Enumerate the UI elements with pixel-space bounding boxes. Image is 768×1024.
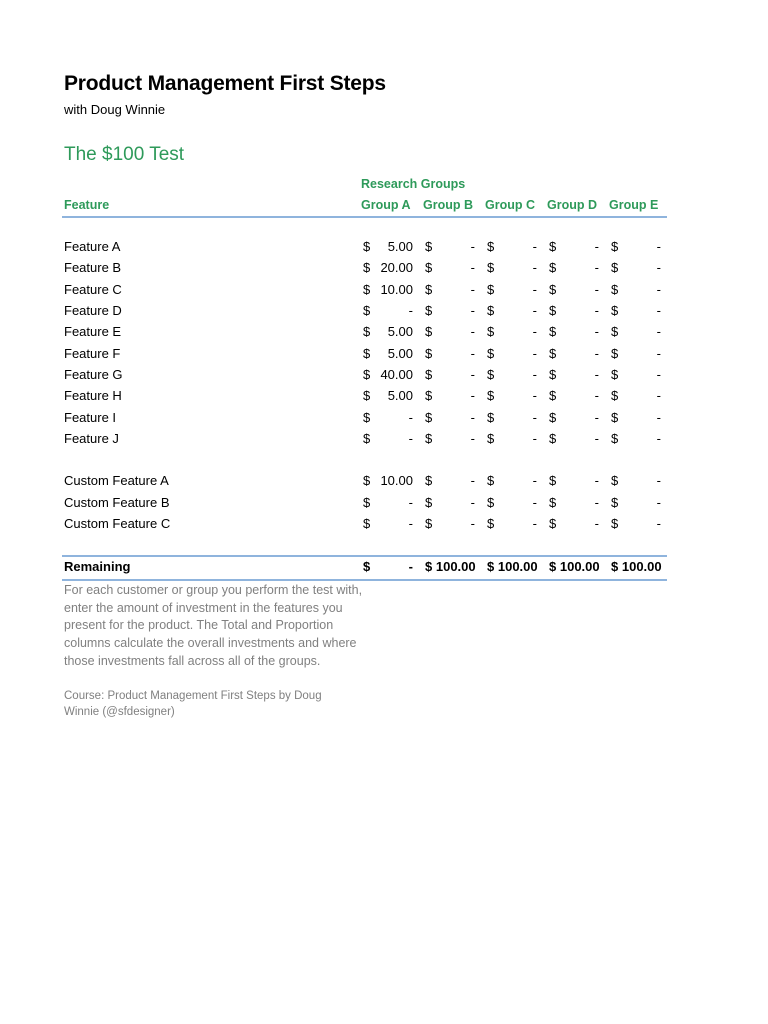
currency-symbol: $ <box>363 495 371 510</box>
currency-symbol: $ <box>549 410 557 425</box>
cell-value: - <box>594 473 599 488</box>
currency-symbol: $ <box>487 303 495 318</box>
cell-value: 40.00 <box>380 367 413 382</box>
page-subtitle: with Doug Winnie <box>64 102 166 117</box>
remaining-row <box>62 555 667 581</box>
cell-value: - <box>532 260 537 275</box>
cell-group-b <box>425 410 483 428</box>
cell-group-e <box>611 260 669 278</box>
cell-value: - <box>656 239 661 254</box>
table-row <box>64 429 667 450</box>
cell-group-b <box>425 282 483 300</box>
cell-value: - <box>470 303 475 318</box>
cell-group-e <box>611 324 669 342</box>
remaining-label: Remaining <box>64 559 131 574</box>
cell-value: - <box>470 431 475 446</box>
cell-value: - <box>470 260 475 275</box>
cell-value: - <box>470 367 475 382</box>
cell-value: - <box>532 239 537 254</box>
cell-value: - <box>470 495 475 510</box>
cell-value: - <box>532 367 537 382</box>
feature-label: Feature C <box>64 282 122 297</box>
table-row <box>64 280 667 301</box>
cell-value: - <box>532 324 537 339</box>
currency-symbol: $ <box>487 282 495 297</box>
currency-symbol: $ <box>425 239 433 254</box>
cell-value: - <box>408 516 413 531</box>
cell-group-b <box>425 303 483 321</box>
table-row <box>64 408 667 429</box>
cell-group-c <box>487 260 545 278</box>
column-header-group-c: Group C <box>485 198 535 212</box>
currency-symbol: $ <box>487 324 495 339</box>
cell-value: 5.00 <box>387 388 413 403</box>
cell-value: - <box>656 473 661 488</box>
feature-label: Feature F <box>64 346 121 361</box>
remaining-value: - <box>408 559 413 574</box>
cell-value: - <box>408 303 413 318</box>
remaining-value: $ 100.00 <box>611 559 662 574</box>
currency-symbol: $ <box>611 410 619 425</box>
table-row <box>64 493 667 514</box>
cell-value: - <box>594 495 599 510</box>
cell-group-d <box>549 346 607 364</box>
cell-value: - <box>532 495 537 510</box>
currency-symbol: $ <box>363 260 371 275</box>
cell-group-e <box>611 282 669 300</box>
cell-group-a <box>363 303 421 321</box>
cell-group-a <box>363 367 421 385</box>
currency-symbol: $ <box>425 346 433 361</box>
cell-value: - <box>656 410 661 425</box>
cell-value: - <box>656 346 661 361</box>
currency-symbol: $ <box>487 473 495 488</box>
cell-value: - <box>594 410 599 425</box>
cell-value: 5.00 <box>387 239 413 254</box>
cell-group-b <box>425 516 483 534</box>
currency-symbol: $ <box>363 516 371 531</box>
column-header-group-d: Group D <box>547 198 597 212</box>
currency-symbol: $ <box>611 346 619 361</box>
cell-group-e <box>611 388 669 406</box>
remaining-cell-group-b <box>425 559 483 577</box>
cell-group-e <box>611 303 669 321</box>
cell-group-b <box>425 239 483 257</box>
cell-value: - <box>532 346 537 361</box>
cell-group-e <box>611 410 669 428</box>
page-title: Product Management First Steps <box>64 72 386 95</box>
cell-group-a <box>363 324 421 342</box>
cell-value: - <box>594 324 599 339</box>
cell-group-a <box>363 495 421 513</box>
cell-group-d <box>549 239 607 257</box>
cell-group-c <box>487 388 545 406</box>
cell-group-a <box>363 260 421 278</box>
currency-symbol: $ <box>363 388 371 403</box>
cell-group-a <box>363 516 421 534</box>
currency-symbol: $ <box>425 324 433 339</box>
currency-symbol: $ <box>487 495 495 510</box>
currency-symbol: $ <box>611 431 619 446</box>
cell-group-d <box>549 473 607 491</box>
currency-symbol: $ <box>363 410 371 425</box>
cell-value: - <box>594 239 599 254</box>
currency-symbol: $ <box>425 473 433 488</box>
currency-symbol: $ <box>611 516 619 531</box>
cell-value: - <box>532 303 537 318</box>
currency-symbol: $ <box>487 516 495 531</box>
cell-group-e <box>611 367 669 385</box>
cell-value: - <box>408 495 413 510</box>
cell-group-b <box>425 324 483 342</box>
table-row <box>64 386 667 407</box>
cell-value: - <box>408 431 413 446</box>
cell-value: - <box>594 303 599 318</box>
cell-value: 20.00 <box>380 260 413 275</box>
currency-symbol: $ <box>487 388 495 403</box>
currency-symbol: $ <box>363 431 371 446</box>
cell-group-c <box>487 367 545 385</box>
currency-symbol: $ <box>487 239 495 254</box>
cell-group-a <box>363 346 421 364</box>
table-row <box>64 301 667 322</box>
table-header-row <box>62 196 667 218</box>
currency-symbol: $ <box>549 516 557 531</box>
currency-symbol: $ <box>425 388 433 403</box>
cell-value: - <box>656 260 661 275</box>
cell-group-b <box>425 388 483 406</box>
currency-symbol: $ <box>549 388 557 403</box>
currency-symbol: $ <box>611 388 619 403</box>
currency-symbol: $ <box>487 346 495 361</box>
currency-symbol: $ <box>363 282 371 297</box>
cell-group-a <box>363 239 421 257</box>
cell-group-e <box>611 473 669 491</box>
cell-value: - <box>470 410 475 425</box>
currency-symbol: $ <box>611 324 619 339</box>
cell-group-b <box>425 473 483 491</box>
column-header-group-a: Group A <box>361 198 411 212</box>
cell-group-c <box>487 346 545 364</box>
currency-symbol: $ <box>611 495 619 510</box>
cell-value: - <box>532 431 537 446</box>
cell-group-d <box>549 260 607 278</box>
currency-symbol: $ <box>425 303 433 318</box>
cell-group-a <box>363 410 421 428</box>
cell-value: 10.00 <box>380 473 413 488</box>
cell-group-a <box>363 282 421 300</box>
cell-group-c <box>487 516 545 534</box>
cell-group-e <box>611 346 669 364</box>
cell-value: - <box>470 324 475 339</box>
table-row <box>64 365 667 386</box>
currency-symbol: $ <box>487 260 495 275</box>
currency-symbol: $ <box>363 346 371 361</box>
cell-group-e <box>611 239 669 257</box>
currency-symbol: $ <box>425 260 433 275</box>
currency-symbol: $ <box>363 324 371 339</box>
course-credit: Course: Product Management First Steps by Doug Winnie (@sfdesigner) <box>64 690 322 718</box>
cell-value: - <box>594 282 599 297</box>
currency-symbol: $ <box>611 282 619 297</box>
currency-symbol: $ <box>487 431 495 446</box>
currency-symbol: $ <box>549 324 557 339</box>
cell-value: - <box>470 473 475 488</box>
currency-symbol: $ <box>363 239 371 254</box>
remaining-value: $ 100.00 <box>487 559 538 574</box>
cell-value: - <box>656 388 661 403</box>
cell-value: - <box>532 388 537 403</box>
currency-symbol: $ <box>549 495 557 510</box>
cell-value: - <box>656 367 661 382</box>
currency-symbol: $ <box>611 367 619 382</box>
remaining-cell-group-a <box>363 559 421 577</box>
currency-symbol: $ <box>549 239 557 254</box>
column-header-group-b: Group B <box>423 198 473 212</box>
cell-group-c <box>487 324 545 342</box>
currency-symbol: $ <box>363 303 371 318</box>
cell-group-b <box>425 431 483 449</box>
currency-symbol: $ <box>549 367 557 382</box>
cell-group-a <box>363 473 421 491</box>
cell-group-d <box>549 282 607 300</box>
currency-symbol: $ <box>487 367 495 382</box>
feature-label: Feature E <box>64 324 122 339</box>
cell-group-c <box>487 495 545 513</box>
cell-group-d <box>549 388 607 406</box>
cell-value: - <box>532 410 537 425</box>
table-row <box>64 258 667 279</box>
cell-group-d <box>549 495 607 513</box>
remaining-cell-group-e <box>611 559 669 577</box>
cell-group-d <box>549 324 607 342</box>
table-row <box>64 344 667 365</box>
currency-symbol: $ <box>549 431 557 446</box>
currency-symbol: $ <box>425 431 433 446</box>
table-row <box>64 471 667 492</box>
currency-symbol: $ <box>487 410 495 425</box>
cell-value: - <box>470 346 475 361</box>
cell-value: - <box>656 495 661 510</box>
currency-symbol: $ <box>611 239 619 254</box>
cell-value: - <box>594 431 599 446</box>
feature-label: Custom Feature A <box>64 473 169 488</box>
feature-label: Custom Feature B <box>64 495 170 510</box>
feature-label: Feature J <box>64 431 119 446</box>
currency-symbol: $ <box>549 473 557 488</box>
cell-value: - <box>656 431 661 446</box>
cell-value: - <box>656 303 661 318</box>
feature-label: Feature D <box>64 303 122 318</box>
remaining-value: $ 100.00 <box>549 559 600 574</box>
column-header-feature: Feature <box>64 198 110 212</box>
cell-group-e <box>611 431 669 449</box>
section-title: The $100 Test <box>64 144 185 165</box>
cell-value: - <box>594 346 599 361</box>
cell-value: - <box>470 239 475 254</box>
cell-group-d <box>549 410 607 428</box>
currency-symbol: $ <box>425 516 433 531</box>
currency-symbol: $ <box>611 260 619 275</box>
cell-group-d <box>549 516 607 534</box>
currency-symbol: $ <box>549 282 557 297</box>
instructions-note: For each customer or group you perform the test with, enter the amount of investment in the features you present for the product. The Total and Proportion columns calculate the overall investments and where those investments fall across all of the groups. <box>64 583 363 668</box>
cell-group-c <box>487 473 545 491</box>
currency-symbol: $ <box>425 495 433 510</box>
cell-group-b <box>425 346 483 364</box>
cell-group-b <box>425 495 483 513</box>
cell-group-d <box>549 367 607 385</box>
cell-group-c <box>487 303 545 321</box>
cell-group-b <box>425 367 483 385</box>
cell-value: - <box>594 260 599 275</box>
cell-value: - <box>408 410 413 425</box>
currency-symbol: $ <box>425 367 433 382</box>
currency-symbol: $ <box>549 346 557 361</box>
cell-group-c <box>487 410 545 428</box>
currency-symbol: $ <box>549 260 557 275</box>
currency-symbol: $ <box>611 473 619 488</box>
column-header-group-e: Group E <box>609 198 659 212</box>
currency-symbol: $ <box>425 282 433 297</box>
feature-label: Feature G <box>64 367 123 382</box>
currency-symbol: $ <box>363 473 371 488</box>
cell-value: - <box>470 516 475 531</box>
cell-value: 10.00 <box>380 282 413 297</box>
feature-label: Feature I <box>64 410 117 425</box>
feature-label: Feature B <box>64 260 122 275</box>
table-row <box>64 322 667 343</box>
table-row <box>64 237 667 258</box>
cell-group-a <box>363 388 421 406</box>
currency-symbol: $ <box>549 303 557 318</box>
cell-value: - <box>594 388 599 403</box>
cell-group-d <box>549 303 607 321</box>
cell-value: - <box>656 516 661 531</box>
cell-value: - <box>470 282 475 297</box>
cell-group-c <box>487 239 545 257</box>
cell-value: 5.00 <box>387 346 413 361</box>
cell-value: - <box>532 282 537 297</box>
cell-group-b <box>425 260 483 278</box>
feature-label: Custom Feature C <box>64 516 171 531</box>
cell-value: - <box>656 282 661 297</box>
research-groups-header: Research Groups <box>361 177 466 191</box>
feature-label: Feature H <box>64 388 122 403</box>
remaining-cell-group-d <box>549 559 607 577</box>
remaining-cell-group-c <box>487 559 545 577</box>
remaining-value: $ 100.00 <box>425 559 476 574</box>
feature-label: Feature A <box>64 239 121 254</box>
currency-symbol: $ <box>363 559 371 574</box>
cell-value: - <box>532 516 537 531</box>
cell-value: 5.00 <box>387 324 413 339</box>
currency-symbol: $ <box>611 303 619 318</box>
cell-group-c <box>487 431 545 449</box>
cell-group-e <box>611 516 669 534</box>
cell-group-c <box>487 282 545 300</box>
cell-group-a <box>363 431 421 449</box>
currency-symbol: $ <box>425 410 433 425</box>
cell-value: - <box>532 473 537 488</box>
cell-value: - <box>470 388 475 403</box>
cell-value: - <box>656 324 661 339</box>
cell-value: - <box>594 516 599 531</box>
cell-value: - <box>594 367 599 382</box>
cell-group-d <box>549 431 607 449</box>
currency-symbol: $ <box>363 367 371 382</box>
table-row <box>64 514 667 535</box>
cell-group-e <box>611 495 669 513</box>
